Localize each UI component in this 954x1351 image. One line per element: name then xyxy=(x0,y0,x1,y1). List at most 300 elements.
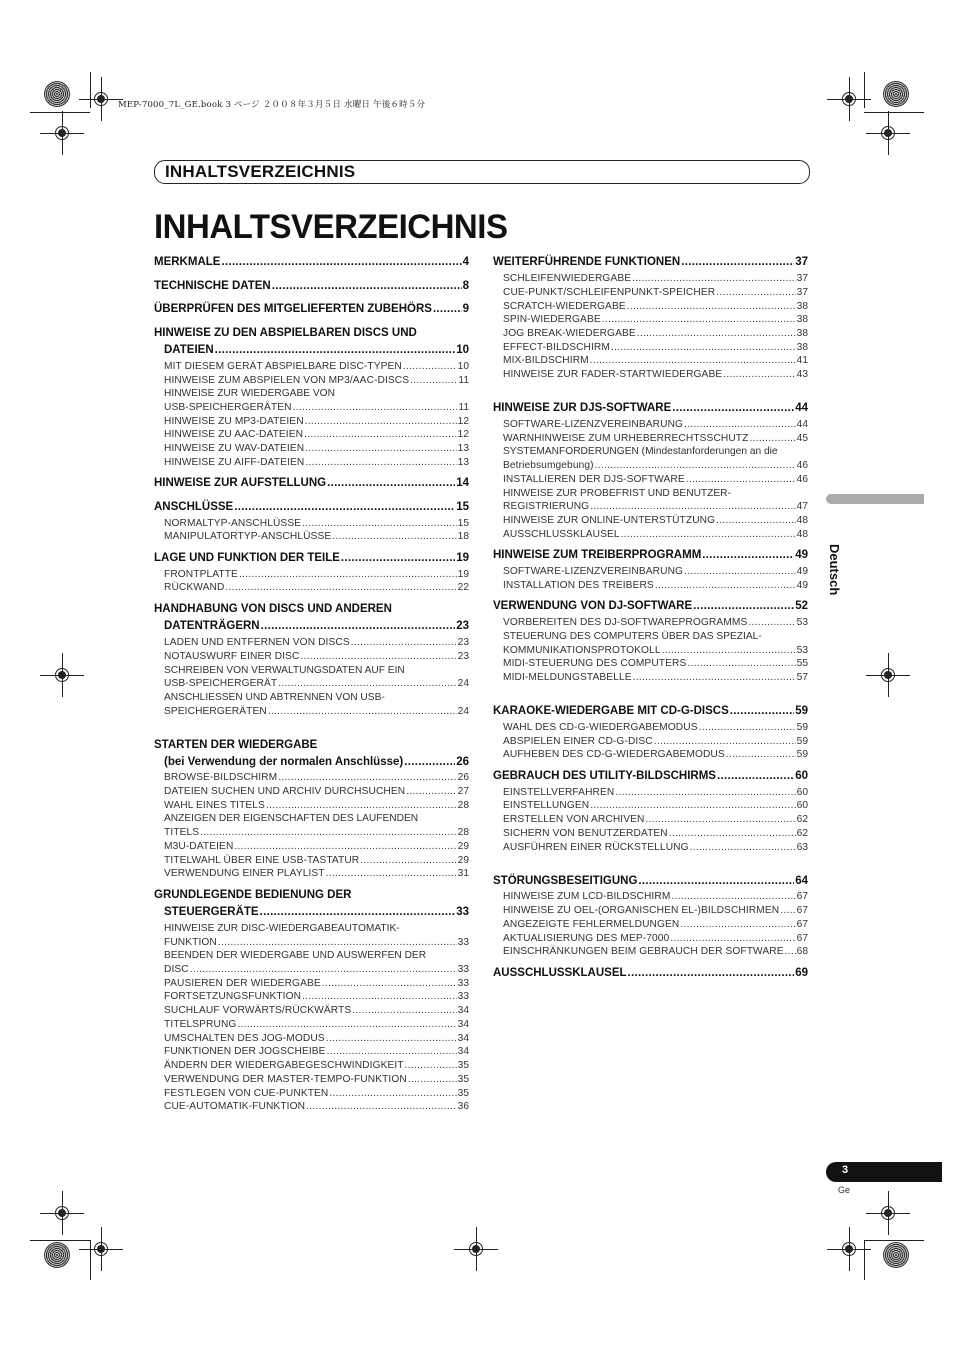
toc-section-title-line: ANZEIGEN DER EIGENSCHAFTEN DES LAUFENDEN xyxy=(164,813,419,824)
toc-section-entry[interactable] xyxy=(503,301,808,314)
toc-entry-title: DATEIEN xyxy=(164,344,214,356)
toc-chapter-entry[interactable] xyxy=(164,620,469,635)
toc-entry-title: EINSTELLUNGEN xyxy=(503,800,590,811)
toc-section-entry[interactable] xyxy=(503,617,808,630)
toc-entry-title: AUFHEBEN DES CD-G-WIEDERGABEMODUS xyxy=(503,749,725,760)
toc-section-entry[interactable] xyxy=(503,529,808,542)
toc-entry-title: HINWEISE ZU OEL-(ORGANISCHEN EL-)BILDSCHIRMEN xyxy=(503,905,780,916)
toc-section-entry[interactable] xyxy=(503,355,808,368)
toc-page-number: 11 xyxy=(458,402,469,413)
toc-page-number: 34 xyxy=(457,1005,469,1016)
toc-chapter-entry[interactable] xyxy=(493,600,808,615)
toc-page-number: 11 xyxy=(458,375,469,386)
dot-leader xyxy=(702,549,794,561)
toc-page-number: 44 xyxy=(795,402,808,414)
dot-leader xyxy=(633,672,796,683)
toc-section-entry[interactable] xyxy=(503,369,808,382)
toc-section-entry[interactable] xyxy=(164,457,469,470)
toc-chapter-entry[interactable] xyxy=(154,552,469,567)
toc-section-entry[interactable] xyxy=(503,314,808,327)
toc-entry-title: HINWEISE ZU MP3-DATEIEN xyxy=(164,416,304,427)
toc-entry-title: FRONTPLATTE xyxy=(164,569,238,580)
toc-page-number: 48 xyxy=(796,515,808,526)
toc-entry-title: TITELWAHL ÜBER EINE USB-TASTATUR xyxy=(164,855,360,866)
toc-page-number: 49 xyxy=(796,580,808,591)
toc-entry-title: DATEIEN SUCHEN UND ARCHIV DURCHSUCHEN xyxy=(164,786,406,797)
toc-section-entry[interactable] xyxy=(164,964,469,977)
toc-section-entry[interactable] xyxy=(164,429,469,442)
toc-section-entry[interactable] xyxy=(164,1060,469,1073)
dot-leader xyxy=(671,891,795,902)
dot-leader xyxy=(726,749,796,760)
toc-section-entry[interactable] xyxy=(503,787,808,800)
toc-page-number: 46 xyxy=(796,460,808,471)
toc-chapter-entry[interactable] xyxy=(154,280,469,295)
toc-page-number: 59 xyxy=(795,705,808,717)
toc-section-entry[interactable] xyxy=(164,786,469,799)
dot-leader xyxy=(602,314,796,325)
toc-entry-title: SOFTWARE-LIZENZVEREINBARUNG xyxy=(503,419,684,430)
toc-section-entry[interactable] xyxy=(503,842,808,855)
toc-page-number: 33 xyxy=(457,978,469,989)
toc-page-number: 34 xyxy=(457,1046,469,1057)
toc-section-entry[interactable] xyxy=(503,828,808,841)
dot-leader xyxy=(595,460,796,471)
section-label: INHALTSVERZEICHNIS xyxy=(165,162,356,181)
dot-leader xyxy=(748,617,795,628)
dot-leader xyxy=(305,443,456,454)
toc-entry-title: UMSCHALTEN DES JOG-MODUS xyxy=(164,1033,325,1044)
dot-leader xyxy=(326,1033,457,1044)
toc-section-entry[interactable] xyxy=(503,749,808,762)
toc-entry-title: ANGEZEIGTE FEHLERMELDUNGEN xyxy=(503,919,680,930)
toc-entry-title: VERWENDUNG EINER PLAYLIST xyxy=(164,868,325,879)
dot-leader xyxy=(699,722,796,733)
toc-section-entry[interactable] xyxy=(164,991,469,1004)
toc-section-title-line: HINWEISE ZUR WIEDERGABE VON xyxy=(164,388,335,399)
registration-disc-icon xyxy=(883,1242,909,1268)
dot-leader xyxy=(326,868,457,879)
toc-page-number: 60 xyxy=(795,770,808,782)
toc-page-number: 37 xyxy=(796,273,808,284)
dot-leader xyxy=(306,1101,457,1112)
toc-entry-title: USB-SPEICHERGERÄT xyxy=(164,678,278,689)
toc-entry-title: SUCHLAUF VORWÄRTS/RÜCKWÄRTS xyxy=(164,1005,352,1016)
toc-chapter-entry[interactable] xyxy=(493,549,808,564)
toc-page-number: 23 xyxy=(457,637,469,648)
toc-section-title-line: BEENDEN DER WIEDERGABE UND AUSWERFEN DER xyxy=(164,950,427,961)
toc-chapter-entry[interactable] xyxy=(164,756,469,771)
toc-entry-title: VORBEREITEN DES DJ-SOFTWAREPROGRAMMS xyxy=(503,617,748,628)
toc-page-number: 12 xyxy=(457,429,469,440)
toc-section-entry[interactable] xyxy=(164,978,469,991)
toc-entry-title: KARAOKE-WIEDERGABE MIT CD-G-DISCS xyxy=(493,705,729,717)
dot-leader xyxy=(662,645,796,656)
toc-section-title-line: STEUERUNG DES COMPUTERS ÜBER DAS SPEZIAL- xyxy=(503,631,762,642)
dot-leader xyxy=(670,933,795,944)
toc-page-number: 33 xyxy=(457,964,469,975)
toc-page-number: 26 xyxy=(456,756,469,768)
toc-page-number: 34 xyxy=(457,1033,469,1044)
dot-leader xyxy=(406,786,456,797)
dot-leader xyxy=(341,552,455,564)
toc-entry-title: ABSPIELEN EINER CD-G-DISC xyxy=(503,736,653,747)
toc-entry-title: ÄNDERN DER WIEDERGABEGESCHWINDIGKEIT xyxy=(164,1060,404,1071)
toc-entry-title: MANIPULATORTYP-ANSCHLÜSSE xyxy=(164,531,332,542)
toc-section-entry[interactable] xyxy=(164,402,469,415)
toc-section-entry[interactable] xyxy=(164,1074,469,1087)
toc-entry-title: WAHL DES CD-G-WIEDERGABEMODUS xyxy=(503,722,698,733)
dot-leader xyxy=(305,457,456,468)
dot-leader xyxy=(403,361,457,372)
dot-leader xyxy=(305,416,457,427)
dot-leader xyxy=(278,678,456,689)
dot-leader xyxy=(327,1046,457,1057)
toc-section-entry[interactable] xyxy=(503,273,808,286)
crop-line xyxy=(864,72,865,108)
toc-page-number: 24 xyxy=(457,706,469,717)
toc-section-entry[interactable] xyxy=(503,515,808,528)
toc-page-number: 53 xyxy=(796,617,808,628)
toc-entry-title: FUNKTIONEN DER JOGSCHEIBE xyxy=(164,1046,326,1057)
toc-page-number: 52 xyxy=(795,600,808,612)
toc-section-entry[interactable] xyxy=(164,841,469,854)
toc-entry-title: MERKMALE xyxy=(154,256,221,268)
toc-page-number: 31 xyxy=(457,868,469,879)
toc-page-number: 67 xyxy=(796,905,808,916)
toc-section-entry[interactable] xyxy=(503,342,808,355)
toc-entry-title: NOTAUSWURF EINER DISC xyxy=(164,651,300,662)
toc-page-number: 8 xyxy=(462,280,469,292)
toc-section-entry[interactable] xyxy=(503,658,808,671)
toc-section-entry[interactable] xyxy=(164,375,469,388)
toc-page-number: 24 xyxy=(457,678,469,689)
toc-section-entry[interactable] xyxy=(164,518,469,531)
toc-section-entry[interactable] xyxy=(503,474,808,487)
toc-section-entry[interactable] xyxy=(164,678,469,691)
toc-page-number: 23 xyxy=(456,620,469,632)
dot-leader xyxy=(300,651,456,662)
toc-section-entry[interactable] xyxy=(503,891,808,904)
language-tab xyxy=(826,494,924,504)
dot-leader xyxy=(200,827,457,838)
toc-page-number: 45 xyxy=(796,433,808,444)
dot-leader xyxy=(780,905,795,916)
toc-chapter-entry[interactable] xyxy=(164,906,469,921)
dot-leader xyxy=(351,637,457,648)
toc-section-entry[interactable] xyxy=(164,361,469,374)
toc-section-entry[interactable] xyxy=(164,855,469,868)
toc-entry-title: STEUERGERÄTE xyxy=(164,906,259,918)
registration-disc-icon xyxy=(44,1242,70,1268)
toc-entry-title: AUSSCHLUSSKLAUSEL xyxy=(493,967,627,979)
toc-entry-title: ANSCHLÜSSE xyxy=(154,501,234,513)
dot-leader xyxy=(234,841,456,852)
toc-chapter-entry[interactable] xyxy=(493,256,808,271)
toc-entry-title: LADEN UND ENTFERNEN VON DISCS xyxy=(164,637,350,648)
toc-page-number: 36 xyxy=(457,1101,469,1112)
toc-section-entry[interactable] xyxy=(164,868,469,881)
toc-page-number: 62 xyxy=(796,828,808,839)
toc-page-number: 47 xyxy=(796,501,808,512)
toc-section-title-line: HINWEISE ZUR PROBEFRIST UND BENUTZER- xyxy=(503,488,731,499)
toc-section-entry[interactable] xyxy=(164,1005,469,1018)
dot-leader xyxy=(723,369,795,380)
toc-entry-title: HINWEISE ZUM ABSPIELEN VON MP3/AAC-DISCS xyxy=(164,375,410,386)
toc-section-entry[interactable] xyxy=(164,582,469,595)
dot-leader xyxy=(278,772,456,783)
toc-section-entry[interactable] xyxy=(164,706,469,719)
dot-leader xyxy=(260,906,456,918)
toc-page-number: 38 xyxy=(796,328,808,339)
toc-page-number: 53 xyxy=(796,645,808,656)
toc-chapter-entry[interactable] xyxy=(493,705,808,720)
toc-page-number: 19 xyxy=(456,552,469,564)
toc-page-number: 64 xyxy=(795,875,808,887)
toc-entry-title: SPIN-WIEDERGABE xyxy=(503,314,601,325)
dot-leader xyxy=(225,582,456,593)
dot-leader xyxy=(404,756,455,768)
toc-page-number: 46 xyxy=(796,474,808,485)
toc-entry-title: SICHERN VON BENUTZERDATEN xyxy=(503,828,668,839)
toc-section-entry[interactable] xyxy=(503,433,808,446)
toc-chapter-entry[interactable] xyxy=(493,875,808,890)
toc-page-number: 57 xyxy=(796,672,808,683)
toc-section-entry[interactable] xyxy=(503,501,808,514)
toc-entry-title: HINWEISE ZUR AUFSTELLUNG xyxy=(154,477,327,489)
toc-chapter-entry[interactable] xyxy=(154,256,469,271)
toc-page-number: 34 xyxy=(457,1019,469,1030)
toc-entry-title: WEITERFÜHRENDE FUNKTIONEN xyxy=(493,256,681,268)
toc-section-entry[interactable] xyxy=(503,287,808,300)
toc-section-entry[interactable] xyxy=(503,645,808,658)
toc-section-entry[interactable] xyxy=(164,772,469,785)
toc-chapter-entry[interactable] xyxy=(493,770,808,785)
toc-page-number: 22 xyxy=(457,582,469,593)
toc-page-number: 10 xyxy=(457,361,469,372)
toc-entry-title: SCHLEIFENWIEDERGABE xyxy=(503,273,632,284)
toc-section-entry[interactable] xyxy=(503,419,808,432)
toc-section-entry[interactable] xyxy=(164,443,469,456)
page-code: Ge xyxy=(838,1185,851,1195)
dot-leader xyxy=(749,433,795,444)
dot-leader xyxy=(237,1019,456,1030)
dot-leader xyxy=(268,706,457,717)
toc-section-entry[interactable] xyxy=(503,946,808,959)
toc-page-number: 23 xyxy=(457,651,469,662)
toc-section-entry[interactable] xyxy=(164,651,469,664)
toc-chapter-entry[interactable] xyxy=(164,344,469,359)
toc-entry-title: HINWEISE ZUM TREIBERPROGRAMM xyxy=(493,549,702,561)
toc-entry-title: AUSSCHLUSSKLAUSEL xyxy=(503,529,620,540)
toc-entry-title: HINWEISE ZUR DJS-SOFTWARE xyxy=(493,402,672,414)
toc-chapter-entry[interactable] xyxy=(493,967,808,982)
toc-page-number: 12 xyxy=(457,416,469,427)
toc-section-entry[interactable] xyxy=(164,1088,469,1101)
toc-page-number: 68 xyxy=(796,946,808,957)
toc-page-number: 37 xyxy=(796,287,808,298)
toc-section-title-line: ANSCHLIESSEN UND ABTRENNEN VON USB- xyxy=(164,692,385,703)
toc-page-number: 29 xyxy=(457,855,469,866)
toc-entry-title: SOFTWARE-LIZENZVEREINBARUNG xyxy=(503,566,684,577)
toc-entry-title: HINWEISE ZUR ONLINE-UNTERSTÜTZUNG xyxy=(503,515,716,526)
dot-leader xyxy=(218,937,457,948)
crop-line xyxy=(864,1240,924,1241)
dot-leader xyxy=(302,991,457,1002)
toc-entry-title: USB-SPEICHERGERÄTEN xyxy=(164,402,292,413)
toc-entry-title: BROWSE-BILDSCHIRM xyxy=(164,772,278,783)
print-info: MEP-7000_7L_GE.book 3 ページ ２００８年３月５日 水曜日 午後６時５分 xyxy=(118,100,426,110)
toc-page-number: 63 xyxy=(796,842,808,853)
toc-section-entry[interactable] xyxy=(164,937,469,950)
crop-line xyxy=(864,112,924,113)
toc-section-entry[interactable] xyxy=(503,722,808,735)
toc-entry-title: (bei Verwendung der normalen Anschlüsse) xyxy=(164,756,404,768)
dot-leader xyxy=(669,828,796,839)
toc-entry-title: HINWEISE ZU WAV-DATEIEN xyxy=(164,443,305,454)
toc-entry-title: FUNKTION xyxy=(164,937,217,948)
dot-leader xyxy=(716,287,795,298)
toc-page-number: 27 xyxy=(457,786,469,797)
toc-entry-title: MIT DIESEM GERÄT ABSPIELBARE DISC-TYPEN xyxy=(164,361,402,372)
toc-section-entry[interactable] xyxy=(503,905,808,918)
dot-leader xyxy=(322,978,457,989)
dot-leader xyxy=(332,531,456,542)
toc-page-number: 49 xyxy=(796,566,808,577)
dot-leader xyxy=(730,705,794,717)
dot-leader xyxy=(590,501,795,512)
toc-page-number: 10 xyxy=(456,344,469,356)
toc-chapter-entry[interactable] xyxy=(154,303,469,318)
dot-leader xyxy=(615,787,795,798)
dot-leader xyxy=(687,658,795,669)
section-header-bar xyxy=(154,160,810,184)
toc-entry-title: HINWEISE ZUR FADER-STARTWIEDERGABE xyxy=(503,369,723,380)
toc-section-entry[interactable] xyxy=(164,1046,469,1059)
toc-chapter-entry[interactable] xyxy=(154,477,469,492)
toc-section-entry[interactable] xyxy=(503,566,808,579)
toc-section-entry[interactable] xyxy=(164,1101,469,1114)
toc-chapter-title-line: GRUNDLEGENDE BEDIENUNG DER xyxy=(154,889,352,901)
toc-section-entry[interactable] xyxy=(164,569,469,582)
dot-leader xyxy=(221,256,461,268)
toc-entry-title: MIDI-MELDUNGSTABELLE xyxy=(503,672,632,683)
page-title: INHALTSVERZEICHNIS xyxy=(154,208,508,246)
toc-page-number: 41 xyxy=(796,355,808,366)
toc-entry-title: LAGE UND FUNKTION DER TEILE xyxy=(154,552,340,564)
toc-section-entry[interactable] xyxy=(503,580,808,593)
toc-chapter-entry[interactable] xyxy=(154,501,469,516)
toc-page-number: 67 xyxy=(796,919,808,930)
toc-entry-title: MIDI-STEUERUNG DES COMPUTERS xyxy=(503,658,687,669)
toc-page-number: 4 xyxy=(462,256,469,268)
toc-page-number: 33 xyxy=(457,991,469,1002)
toc-entry-title: AUSFÜHREN EINER RÜCKSTELLUNG xyxy=(503,842,689,853)
toc-section-entry[interactable] xyxy=(164,637,469,650)
toc-entry-title: AKTUALISIERUNG DES MEP-7000 xyxy=(503,933,670,944)
dot-leader xyxy=(627,301,796,312)
toc-page-number: 38 xyxy=(796,342,808,353)
toc-section-entry[interactable] xyxy=(503,814,808,827)
toc-section-entry[interactable] xyxy=(164,1019,469,1032)
dot-leader xyxy=(684,419,796,430)
toc-entry-title: FESTLEGEN VON CUE-PUNKTEN xyxy=(164,1088,329,1099)
toc-entry-title: CUE-AUTOMATIK-FUNKTION xyxy=(164,1101,306,1112)
crop-line xyxy=(30,112,90,113)
toc-entry-title: PAUSIEREN DER WIEDERGABE xyxy=(164,978,321,989)
toc-chapter-entry[interactable] xyxy=(493,402,808,417)
toc-entry-title: MIX-BILDSCHIRM xyxy=(503,355,589,366)
toc-entry-title: FORTSETZUNGSFUNKTION xyxy=(164,991,302,1002)
toc-section-entry[interactable] xyxy=(164,416,469,429)
toc-entry-title: HINWEISE ZUM LCD-BILDSCHIRM xyxy=(503,891,671,902)
toc-entry-title: REGISTRIERUNG xyxy=(503,501,590,512)
toc-page-number: 35 xyxy=(457,1060,469,1071)
toc-section-entry[interactable] xyxy=(503,460,808,473)
toc-entry-title: VERWENDUNG DER MASTER-TEMPO-FUNKTION xyxy=(164,1074,407,1085)
toc-chapter-title-line: HANDHABUNG VON DISCS UND ANDEREN xyxy=(154,603,392,615)
crop-line xyxy=(864,1240,865,1280)
toc-section-entry[interactable] xyxy=(503,328,808,341)
dot-leader xyxy=(261,620,456,632)
dot-leader xyxy=(716,515,796,526)
dot-leader xyxy=(684,566,796,577)
toc-section-entry[interactable] xyxy=(164,800,469,813)
dot-leader xyxy=(433,303,462,315)
dot-leader xyxy=(352,1005,456,1016)
dot-leader xyxy=(637,328,796,339)
toc-section-entry[interactable] xyxy=(503,933,808,946)
toc-section-entry[interactable] xyxy=(164,531,469,544)
dot-leader xyxy=(272,280,462,292)
toc-page-number: 38 xyxy=(796,314,808,325)
toc-section-entry[interactable] xyxy=(503,672,808,685)
toc-entry-title: GEBRAUCH DES UTILITY-BILDSCHIRMS xyxy=(493,770,716,782)
dot-leader xyxy=(405,1060,457,1071)
toc-chapter-title-line: STARTEN DER WIEDERGABE xyxy=(154,739,318,751)
dot-leader xyxy=(785,946,796,957)
toc-page-number: 59 xyxy=(796,722,808,733)
registration-disc-icon xyxy=(44,81,70,107)
toc-page-number: 67 xyxy=(796,933,808,944)
dot-leader xyxy=(304,429,457,440)
dot-leader xyxy=(645,814,795,825)
toc-section-entry[interactable] xyxy=(503,736,808,749)
toc-page-number: 44 xyxy=(796,419,808,430)
dot-leader xyxy=(329,1088,456,1099)
toc-section-entry[interactable] xyxy=(503,800,808,813)
toc-entry-title: SPEICHERGERÄTEN xyxy=(164,706,267,717)
toc-entry-title: ÜBERPRÜFEN DES MITGELIEFERTEN ZUBEHÖRS xyxy=(154,303,432,315)
toc-entry-title: TECHNISCHE DATEN xyxy=(154,280,271,292)
dot-leader xyxy=(327,477,455,489)
toc-entry-title: KOMMUNIKATIONSPROTOKOLL xyxy=(503,645,661,656)
toc-entry-title: Betriebsumgebung) xyxy=(503,460,594,471)
toc-entry-title: TITELSPRUNG xyxy=(164,1019,237,1030)
toc-page-number: 59 xyxy=(796,736,808,747)
toc-page-number: 55 xyxy=(796,658,808,669)
dot-leader xyxy=(611,342,796,353)
toc-section-entry[interactable] xyxy=(164,827,469,840)
toc-page-number: 67 xyxy=(796,891,808,902)
toc-entry-title: EINSCHRÄNKUNGEN BEIM GEBRAUCH DER SOFTWARE xyxy=(503,946,784,957)
toc-section-entry[interactable] xyxy=(503,919,808,932)
dot-leader xyxy=(681,256,794,268)
toc-page-number: 62 xyxy=(796,814,808,825)
toc-page-number: 33 xyxy=(456,906,469,918)
dot-leader xyxy=(686,474,796,485)
toc-section-entry[interactable] xyxy=(164,1033,469,1046)
